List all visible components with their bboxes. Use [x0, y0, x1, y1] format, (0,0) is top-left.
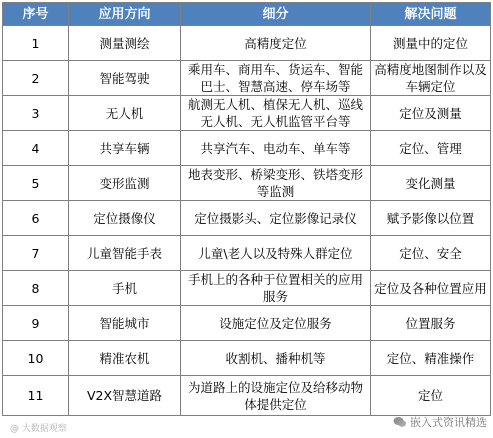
table-row — [3, 61, 491, 96]
table-row — [3, 376, 491, 416]
cell-index: 8 — [3, 271, 69, 306]
application-table — [2, 2, 491, 416]
cell-direction: 儿童智能手表 — [69, 236, 181, 271]
cell-index: 4 — [3, 131, 69, 166]
cell-problem: 定位、精准操作 — [371, 341, 491, 376]
table-row — [3, 271, 491, 306]
watermark-right — [393, 414, 487, 430]
cell-index: 10 — [3, 341, 69, 376]
cell-detail: 高精度定位 — [181, 26, 371, 61]
cell-direction: 智能城市 — [69, 306, 181, 341]
watermark-left: @ 大数据观察 — [10, 424, 67, 434]
cell-problem: 定位及各种位置应用 — [371, 271, 491, 306]
cell-problem: 位置服务 — [371, 306, 491, 341]
cell-direction: 定位摄像仪 — [69, 201, 181, 236]
table-row — [3, 236, 491, 271]
cell-detail: 儿童\老人以及特殊人群定位 — [181, 236, 371, 271]
table-row — [3, 26, 491, 61]
cell-direction: 测量测绘 — [69, 26, 181, 61]
cell-detail: 手机上的各种于位置相关的应用服务 — [181, 271, 371, 306]
table-row — [3, 166, 491, 201]
cell-problem: 高精度地图制作以及车辆定位 — [371, 61, 491, 96]
cell-direction: 精准农机 — [69, 341, 181, 376]
cell-problem: 定位、安全 — [371, 236, 491, 271]
cell-direction: 共享车辆 — [69, 131, 181, 166]
cell-problem: 赋予影像以位置 — [371, 201, 491, 236]
table-header-row — [3, 3, 491, 26]
cell-detail: 收割机、播种机等 — [181, 341, 371, 376]
cell-problem: 定位、管理 — [371, 131, 491, 166]
cell-detail: 共享汽车、电动车、单车等 — [181, 131, 371, 166]
cell-direction: V2X智慧道路 — [69, 376, 181, 416]
cell-index: 11 — [3, 376, 69, 416]
table-row — [3, 341, 491, 376]
cell-index: 1 — [3, 26, 69, 61]
cell-direction: 手机 — [69, 271, 181, 306]
header-detail: 细分 — [181, 3, 371, 26]
cell-detail: 地表变形、桥梁变形、铁塔变形等监测 — [181, 166, 371, 201]
cell-detail: 定位摄影头、定位影像记录仪 — [181, 201, 371, 236]
header-problem: 解决问题 — [371, 3, 491, 26]
cell-index: 6 — [3, 201, 69, 236]
cell-index: 7 — [3, 236, 69, 271]
cell-problem: 测量中的定位 — [371, 26, 491, 61]
table-row — [3, 131, 491, 166]
cell-index: 5 — [3, 166, 69, 201]
table-row — [3, 306, 491, 341]
cell-direction: 智能驾驶 — [69, 61, 181, 96]
cell-direction: 变形监测 — [69, 166, 181, 201]
cell-index: 9 — [3, 306, 69, 341]
cell-detail: 航测无人机、植保无人机、巡线无人机、无人机监管平台等 — [181, 96, 371, 131]
cell-direction: 无人机 — [69, 96, 181, 131]
table-row — [3, 201, 491, 236]
cell-detail: 为道路上的设施定位及给移动物体提供定位 — [181, 376, 371, 416]
header-direction: 应用方向 — [69, 3, 181, 26]
cell-problem: 变化测量 — [371, 166, 491, 201]
wechat-icon — [393, 415, 407, 429]
cell-detail: 乘用车、商用车、货运车、智能巴士、智慧高速、停车场等 — [181, 61, 371, 96]
cell-index: 3 — [3, 96, 69, 131]
table-row — [3, 96, 491, 131]
header-index: 序号 — [3, 3, 69, 26]
cell-index: 2 — [3, 61, 69, 96]
watermark-right-text: 嵌入式资讯精选 — [410, 416, 487, 429]
cell-problem: 定位及测量 — [371, 96, 491, 131]
cell-problem: 定位 — [371, 376, 491, 416]
cell-detail: 设施定位及定位服务 — [181, 306, 371, 341]
